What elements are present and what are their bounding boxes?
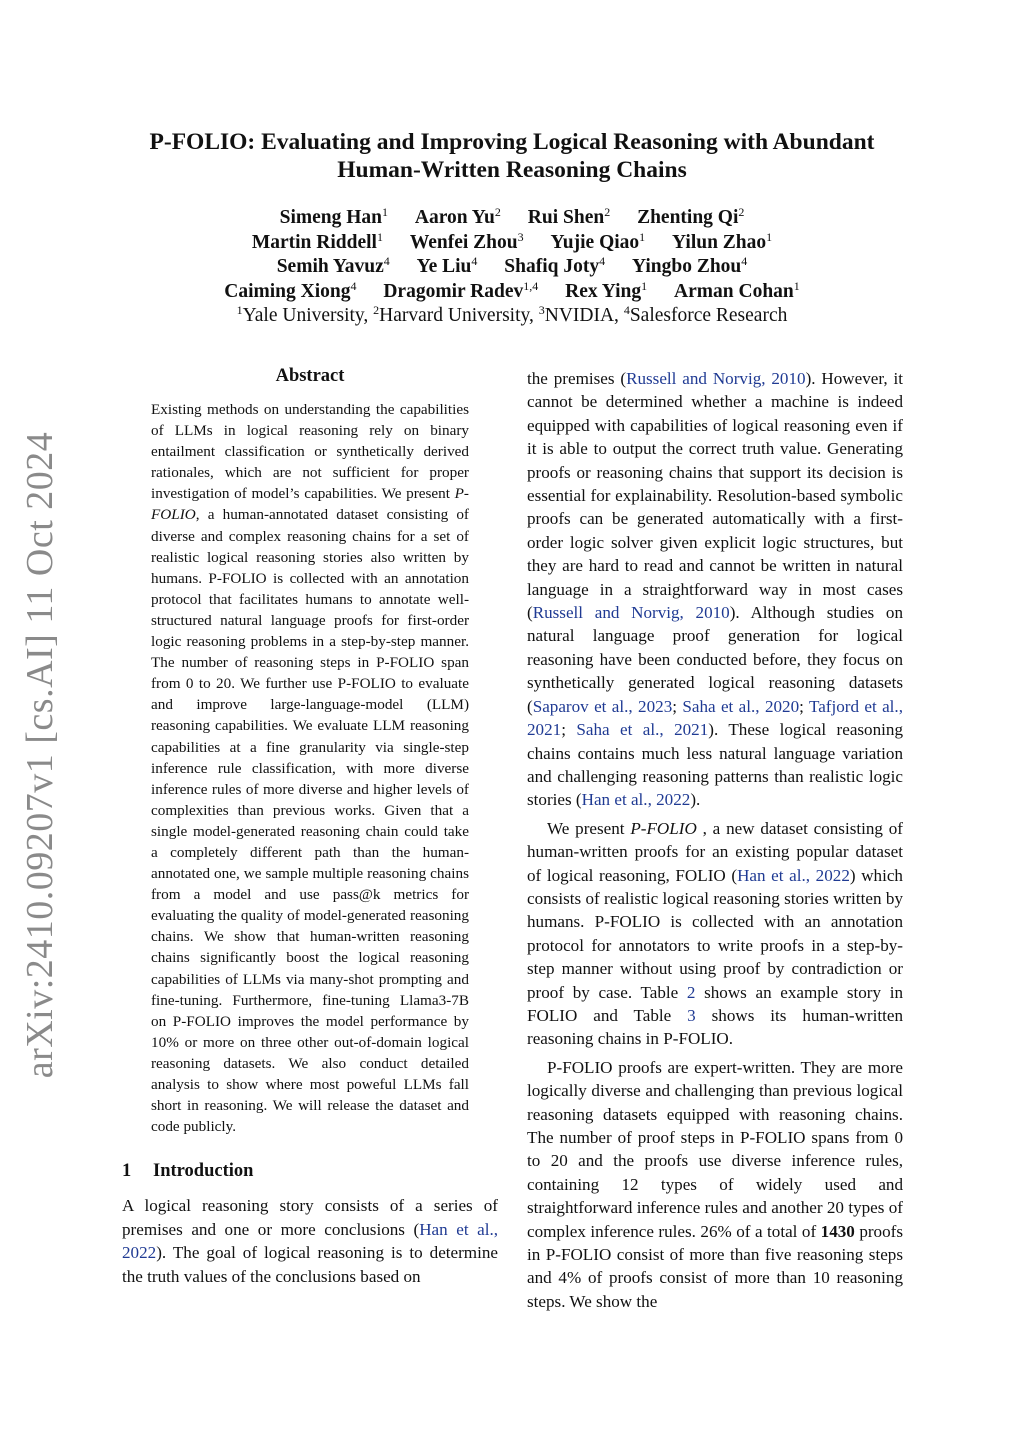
author: Ye Liu$^4$: [416, 254, 478, 277]
citation-link[interactable]: Han et al., 2022: [737, 865, 850, 885]
intro-paragraph-1: A logical reasoning story consists of a series of premises and one or more conclusions (Han et al., 2022). The goal of logical reasoning is to determine the truth values of the conclusions based on: [122, 1196, 499, 1286]
author: Yilun Zhao$^1$: [672, 229, 773, 253]
citation-link[interactable]: Saha et al., 2021: [576, 720, 709, 740]
author: Semih Yavuz$^4$: [276, 254, 390, 277]
author: Martin Riddell$^1$: [251, 229, 383, 253]
author-row-2: [0, 231, 1024, 256]
citation-link[interactable]: Han et al., 2022: [122, 1219, 499, 1263]
title-line-1: P-FOLIO: Evaluating and Improving Logical Reasoning with Abundant: [149, 129, 875, 155]
citation-link[interactable]: Han et al., 2022: [581, 790, 691, 810]
affiliations-line: $^1$Yale University, $^2$Harvard University, $^3$NVIDIA, $^4$Salesforce Research: [236, 303, 788, 326]
author-row-3: [0, 255, 1024, 280]
author: Simeng Han$^1$: [279, 205, 388, 228]
author: Aaron Yu$^2$: [414, 205, 501, 228]
citation-link[interactable]: Saparov et al., 2023: [532, 696, 673, 716]
arxiv-identifier-stamp: [18, 431, 62, 1079]
intro-paragraph-3: We present P-FOLIO , a new dataset consisting of human-written proofs for an existing popular dataset of logical reasoning, FOLIO (Han et al., 2022) which consists of realistic logical reasoning stories written by humans. P-FOLIO is collected with an annotation protocol for annotators to write proofs in a step-by-step manner without using proof by contradiction or proof by case. Table 2 shows an example story in FOLIO and Table 3 shows its human-written reasoning chains in P-FOLIO.: [527, 818, 903, 1049]
citation-link[interactable]: Saha et al., 2020: [682, 696, 800, 716]
author: Arman Cohan$^1$: [674, 278, 800, 302]
author: Rui Shen$^2$: [527, 205, 611, 228]
citation-link[interactable]: Russell and Norvig, 2010: [626, 369, 806, 388]
author: Dragomir Radev$^{1,4}$: [383, 278, 539, 302]
citation-link[interactable]: Tafjord et al., 2021: [527, 696, 903, 740]
paper-title: [0, 128, 1024, 184]
citation-link[interactable]: Russell and Norvig, 2010: [532, 603, 730, 623]
table-reference-link[interactable]: 2: [686, 982, 696, 1002]
intro-paragraph-2: the premises (Russell and Norvig, 2010). However, it cannot be determined whether a machine is indeed equipped with capabilities of logical reasoning even if it is able to output the correct truth value. Generating proofs or reasoning chains that support its decision is essential for explainability. Resolution-based symbolic proofs can be generated automatically with a first-order logic solver given explicit logic structures, but they are hard to read and cannot be written in natural language in a straightforward way in most cases (Russell and Norvig, 2010). Although studies on natural language proof generation for logical reasoning have been conducted before, they focus on synthetically generated logical reasoning datasets (Saparov et al., 2023; Saha et al., 2020; Tafjord et al., 2021; Saha et al., 2021). These logical reasoning chains contains much less natural language variation and challenging reasoning patterns than realistic logic stories (Han et al., 2022).: [527, 369, 904, 810]
author-block: [0, 206, 1024, 329]
author: Wenfei Zhou$^3$: [409, 229, 524, 253]
author: Yingbo Zhou$^4$: [631, 254, 748, 277]
author: Rex Ying$^1$: [565, 278, 648, 302]
author-row-1: [0, 206, 1024, 231]
title-line-2: Human-Written Reasoning Chains: [337, 157, 687, 183]
intro-paragraph-4: P-FOLIO proofs are expert-written. They are more logically diverse and challenging than previous logical reasoning datasets equipped with reasoning chains. The number of proof steps in P-FOLIO spans from 0 to 20 and the proofs use diverse inference rules, containing 12 types of widely used and straightforward inference rules and another 20 types of complex inference rules. 26% of a total of 1430 proofs in P-FOLIO consist of more than five reasoning steps and 4% of proofs consist of more than 10 reasoning steps. We show the: [527, 1057, 903, 1311]
author: Caiming Xiong$^4$: [224, 278, 357, 302]
abstract-heading: Abstract: [275, 366, 345, 386]
author: Zhenting Qi$^2$: [637, 205, 745, 228]
arxiv-stamp-text: arXiv:2410.09207v1 [cs.AI] 11 Oct 2024: [19, 431, 61, 1079]
author: Yujie Qiao$^1$: [550, 229, 646, 253]
abstract-text: Existing methods on understanding the capabilities of LLMs in logical reasoning rely on binary entailment classification or synthetically derived rationales, which are not sufficient for proper investigation of model’s capabilities. We present P-FOLIO, a human-annotated dataset consisting of diverse and complex reasoning chains for a set of realistic logical reasoning stories also written by humans. P-FOLIO is collected with an annotation protocol that facilitates humans to annotate well-structured natural language proofs for first-order logic reasoning problems in a step-by-step manner. The number of reasoning steps in P-FOLIO span from 0 to 20. We further use P-FOLIO to evaluate and improve large-language-model (LLM) reasoning capabilities. We evaluate LLM reasoning capabilities at a fine granularity via single-step inference rule classification, with more diverse inference rules of more diverse and higher levels of complexities than previous works. Given that a single model-generated reasoning chain could take a completely different path than the human-annotated one, we sample multiple reasoning chains from a model and use pass@k metrics for evaluating the quality of model-generated reasoning chains. We show that human-written reasoning chains significantly boost the logical reasoning capabilities of LLMs via many-shot prompting and fine-tuning. Furthermore, fine-tuning Llama3-7B on P-FOLIO improves the model performance by 10% or more on three other out-of-domain logical reasoning datasets. We also conduct detailed analysis to show where most poweful LLMs fall short in reasoning. We will release the dataset and code publicly.: [151, 401, 469, 1136]
left-column: [122, 362, 498, 1288]
author-row-4: [0, 280, 1024, 305]
table-reference-link[interactable]: 3: [687, 1005, 696, 1025]
author: Shafiq Joty$^4$: [504, 254, 606, 277]
right-column: [527, 367, 903, 1313]
section-heading-introduction: 1 Introduction: [122, 1161, 254, 1182]
